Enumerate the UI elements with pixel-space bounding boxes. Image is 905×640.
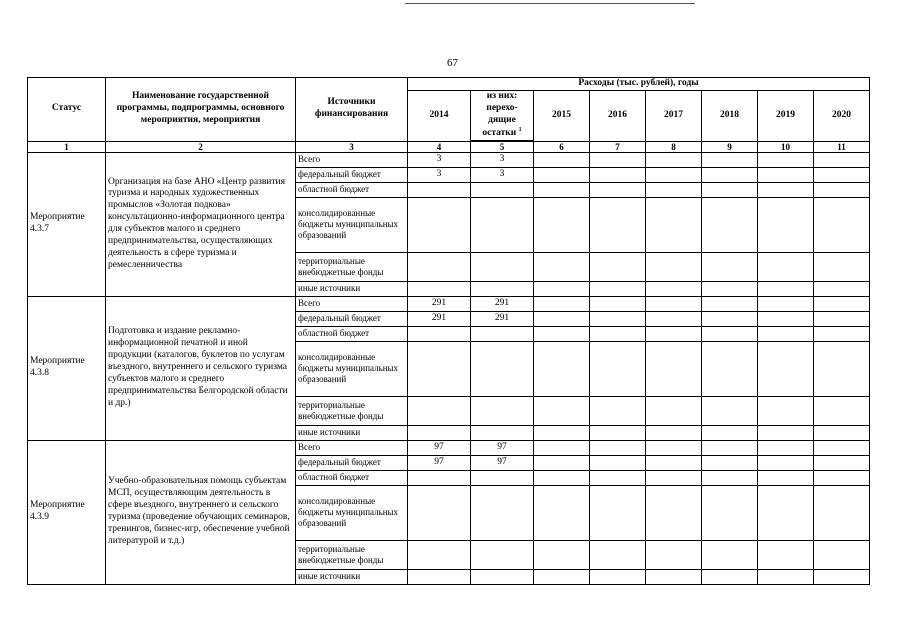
value-year-cell (534, 311, 590, 326)
page-number: 67 (447, 57, 458, 69)
value-year-cell (646, 197, 702, 252)
source-cell: федеральный бюджет (296, 311, 408, 326)
source-cell: иные источники (296, 425, 408, 440)
value-year-cell (646, 470, 702, 485)
expenses-table (27, 77, 870, 585)
value-year-cell (758, 425, 814, 440)
value-year-cell (702, 396, 758, 425)
value-year-cell (758, 152, 814, 167)
col-num: 11 (814, 141, 870, 152)
value-year-cell (702, 281, 758, 296)
value-year-cell (534, 281, 590, 296)
value-year-cell (814, 311, 870, 326)
source-cell: иные источники (296, 281, 408, 296)
value-year-cell (702, 167, 758, 182)
header-of-which-l2: перехо- (486, 102, 518, 113)
status-cell: Мероприятие 4.3.8 (28, 296, 106, 440)
value-2014-cell (408, 569, 471, 584)
col-num: 9 (702, 141, 758, 152)
value-year-cell (534, 167, 590, 182)
value-carryover-cell (471, 470, 534, 485)
value-year-cell (534, 470, 590, 485)
source-cell: федеральный бюджет (296, 167, 408, 182)
value-year-cell (758, 182, 814, 197)
value-year-cell (814, 540, 870, 569)
value-year-cell (814, 455, 870, 470)
value-carryover-cell (471, 485, 534, 540)
value-year-cell (814, 197, 870, 252)
header-of-which-l3: дящие (488, 114, 516, 125)
source-cell: Всего (296, 296, 408, 311)
value-year-cell (702, 540, 758, 569)
value-year-cell (534, 569, 590, 584)
value-2014-cell (408, 425, 471, 440)
value-year-cell (758, 281, 814, 296)
value-year-cell (646, 485, 702, 540)
value-year-cell (590, 440, 646, 455)
header-year-2015: 2015 (534, 90, 590, 141)
value-year-cell (758, 197, 814, 252)
value-year-cell (534, 341, 590, 396)
value-2014-cell: 97 (408, 440, 471, 455)
source-cell: иные источники (296, 569, 408, 584)
value-year-cell (814, 569, 870, 584)
value-carryover-cell (471, 326, 534, 341)
value-year-cell (590, 326, 646, 341)
value-year-cell (702, 152, 758, 167)
col-num: 5 (471, 141, 534, 152)
value-carryover-cell (471, 341, 534, 396)
value-year-cell (646, 252, 702, 281)
value-2014-cell: 3 (408, 152, 471, 167)
value-year-cell (646, 396, 702, 425)
value-carryover-cell (471, 197, 534, 252)
value-2014-cell (408, 326, 471, 341)
value-year-cell (534, 455, 590, 470)
value-year-cell (758, 341, 814, 396)
value-2014-cell (408, 341, 471, 396)
value-year-cell (702, 252, 758, 281)
col-num: 6 (534, 141, 590, 152)
value-year-cell (758, 396, 814, 425)
value-year-cell (590, 182, 646, 197)
source-cell: консолидированные бюджеты муниципальных образований (296, 341, 408, 396)
scan-artifact-line (405, 3, 695, 4)
header-year-2020: 2020 (814, 90, 870, 141)
value-year-cell (758, 540, 814, 569)
source-cell: Всего (296, 440, 408, 455)
value-year-cell (646, 440, 702, 455)
value-year-cell (646, 341, 702, 396)
status-cell: Мероприятие 4.3.7 (28, 152, 106, 296)
source-cell: территориальные внебюджетные фонды (296, 540, 408, 569)
value-carryover-cell: 291 (471, 296, 534, 311)
value-year-cell (590, 281, 646, 296)
value-year-cell (590, 569, 646, 584)
source-cell: областной бюджет (296, 470, 408, 485)
value-year-cell (534, 252, 590, 281)
value-year-cell (646, 455, 702, 470)
source-cell: территориальные внебюджетные фонды (296, 396, 408, 425)
value-year-cell (702, 440, 758, 455)
value-year-cell (814, 252, 870, 281)
header-sources: Источники финансирования (296, 78, 408, 142)
value-year-cell (534, 182, 590, 197)
value-carryover-cell (471, 569, 534, 584)
value-year-cell (702, 197, 758, 252)
header-status: Статус (28, 78, 106, 142)
status-cell: Мероприятие 4.3.9 (28, 440, 106, 584)
value-year-cell (646, 540, 702, 569)
value-2014-cell (408, 197, 471, 252)
value-year-cell (814, 470, 870, 485)
value-year-cell (646, 167, 702, 182)
value-carryover-cell: 3 (471, 167, 534, 182)
value-year-cell (702, 326, 758, 341)
value-year-cell (758, 569, 814, 584)
value-year-cell (702, 311, 758, 326)
value-year-cell (646, 152, 702, 167)
source-cell: консолидированные бюджеты муниципальных образований (296, 197, 408, 252)
col-num: 4 (408, 141, 471, 152)
activity-name-cell: Учебно-образовательная помощь субъектам МСП, осуществляющим деятельность в сфере въездного, внутреннего и сельского туризма (проведение обучающих семинаров, тренингов, бизнес-игр, обеспечение учебной литературой и т.д.) (106, 440, 296, 584)
value-2014-cell: 97 (408, 455, 471, 470)
source-cell: территориальные внебюджетные фонды (296, 252, 408, 281)
value-year-cell (814, 167, 870, 182)
value-year-cell (758, 326, 814, 341)
value-year-cell (758, 167, 814, 182)
value-2014-cell (408, 540, 471, 569)
source-cell: федеральный бюджет (296, 455, 408, 470)
value-year-cell (702, 485, 758, 540)
value-year-cell (590, 455, 646, 470)
value-year-cell (814, 440, 870, 455)
value-carryover-cell (471, 540, 534, 569)
value-year-cell (814, 182, 870, 197)
value-year-cell (590, 396, 646, 425)
value-year-cell (702, 341, 758, 396)
value-year-cell (814, 341, 870, 396)
value-carryover-cell (471, 425, 534, 440)
activity-name-cell: Подготовка и издание рекламно-информационной печатной и иной продукции (каталогов, буклетов по услугам въездного, внутреннего и сельского туризма субъектов малого и среднего предпринимательства Белгородской области и др.) (106, 296, 296, 440)
header-year-2019: 2019 (758, 90, 814, 141)
header-year-2018: 2018 (702, 90, 758, 141)
value-year-cell (590, 197, 646, 252)
value-year-cell (590, 485, 646, 540)
value-year-cell (702, 455, 758, 470)
value-carryover-cell (471, 396, 534, 425)
value-year-cell (758, 252, 814, 281)
header-year-2017: 2017 (646, 90, 702, 141)
col-num: 2 (106, 141, 296, 152)
value-carryover-cell: 291 (471, 311, 534, 326)
col-num: 10 (758, 141, 814, 152)
value-year-cell (646, 425, 702, 440)
value-year-cell (814, 326, 870, 341)
value-year-cell (534, 326, 590, 341)
value-year-cell (590, 252, 646, 281)
value-year-cell (758, 311, 814, 326)
col-num: 7 (590, 141, 646, 152)
value-year-cell (702, 470, 758, 485)
header-year-2014: 2014 (408, 90, 471, 141)
value-2014-cell: 291 (408, 296, 471, 311)
header-of-which-l4: остатки (482, 127, 517, 138)
value-year-cell (534, 425, 590, 440)
value-year-cell (758, 485, 814, 540)
header-expenses: Расходы (тыс. рублей), годы (408, 78, 870, 91)
source-cell: областной бюджет (296, 326, 408, 341)
header-row-1 (28, 78, 870, 91)
activity-name-cell: Организация на базе АНО «Центр развития туризма и народных художественных промыслов «Золотая подкова» консультационно-информационного центра для субъектов малого и среднего предпринимательства, осуществляющих деятельность в сфере туризма и ремесленничества (106, 152, 296, 296)
value-2014-cell (408, 396, 471, 425)
value-year-cell (534, 485, 590, 540)
value-year-cell (814, 396, 870, 425)
source-cell: областной бюджет (296, 182, 408, 197)
col-num: 3 (296, 141, 408, 152)
value-year-cell (646, 569, 702, 584)
header-of-which (471, 90, 534, 140)
value-year-cell (534, 296, 590, 311)
value-year-cell (590, 425, 646, 440)
value-year-cell (590, 296, 646, 311)
value-year-cell (702, 296, 758, 311)
value-year-cell (534, 152, 590, 167)
value-2014-cell (408, 252, 471, 281)
value-year-cell (702, 569, 758, 584)
value-carryover-cell: 97 (471, 440, 534, 455)
value-carryover-cell (471, 252, 534, 281)
header-of-which-label: из них: (486, 90, 518, 101)
value-year-cell (590, 152, 646, 167)
value-year-cell (646, 296, 702, 311)
value-year-cell (590, 470, 646, 485)
table-row (28, 152, 870, 167)
value-2014-cell (408, 182, 471, 197)
value-year-cell (814, 425, 870, 440)
value-year-cell (646, 326, 702, 341)
value-year-cell (814, 485, 870, 540)
table-body (28, 152, 870, 584)
value-year-cell (758, 440, 814, 455)
value-year-cell (646, 182, 702, 197)
header-name: Наименование государственной программы, подпрограммы, основного мероприятия, мероприятия (106, 78, 296, 142)
table-row (28, 296, 870, 311)
col-num: 1 (28, 141, 106, 152)
value-2014-cell: 3 (408, 167, 471, 182)
value-year-cell (814, 296, 870, 311)
value-year-cell (758, 470, 814, 485)
value-year-cell (590, 341, 646, 396)
footnote-mark: 1 (518, 126, 522, 133)
value-2014-cell (408, 281, 471, 296)
value-2014-cell: 291 (408, 311, 471, 326)
value-2014-cell (408, 470, 471, 485)
value-carryover-cell: 3 (471, 152, 534, 167)
value-year-cell (758, 455, 814, 470)
header-year-2016: 2016 (590, 90, 646, 141)
value-carryover-cell (471, 182, 534, 197)
value-year-cell (534, 396, 590, 425)
value-year-cell (646, 311, 702, 326)
value-year-cell (534, 197, 590, 252)
value-year-cell (646, 281, 702, 296)
value-carryover-cell (471, 281, 534, 296)
column-number-row (28, 141, 870, 152)
source-cell: Всего (296, 152, 408, 167)
value-year-cell (814, 281, 870, 296)
value-year-cell (702, 425, 758, 440)
value-year-cell (590, 167, 646, 182)
value-year-cell (702, 182, 758, 197)
value-carryover-cell: 97 (471, 455, 534, 470)
value-2014-cell (408, 485, 471, 540)
value-year-cell (534, 540, 590, 569)
col-num: 8 (646, 141, 702, 152)
source-cell: консолидированные бюджеты муниципальных образований (296, 485, 408, 540)
table-row (28, 440, 870, 455)
value-year-cell (814, 152, 870, 167)
value-year-cell (534, 440, 590, 455)
value-year-cell (590, 311, 646, 326)
value-year-cell (758, 296, 814, 311)
value-year-cell (590, 540, 646, 569)
